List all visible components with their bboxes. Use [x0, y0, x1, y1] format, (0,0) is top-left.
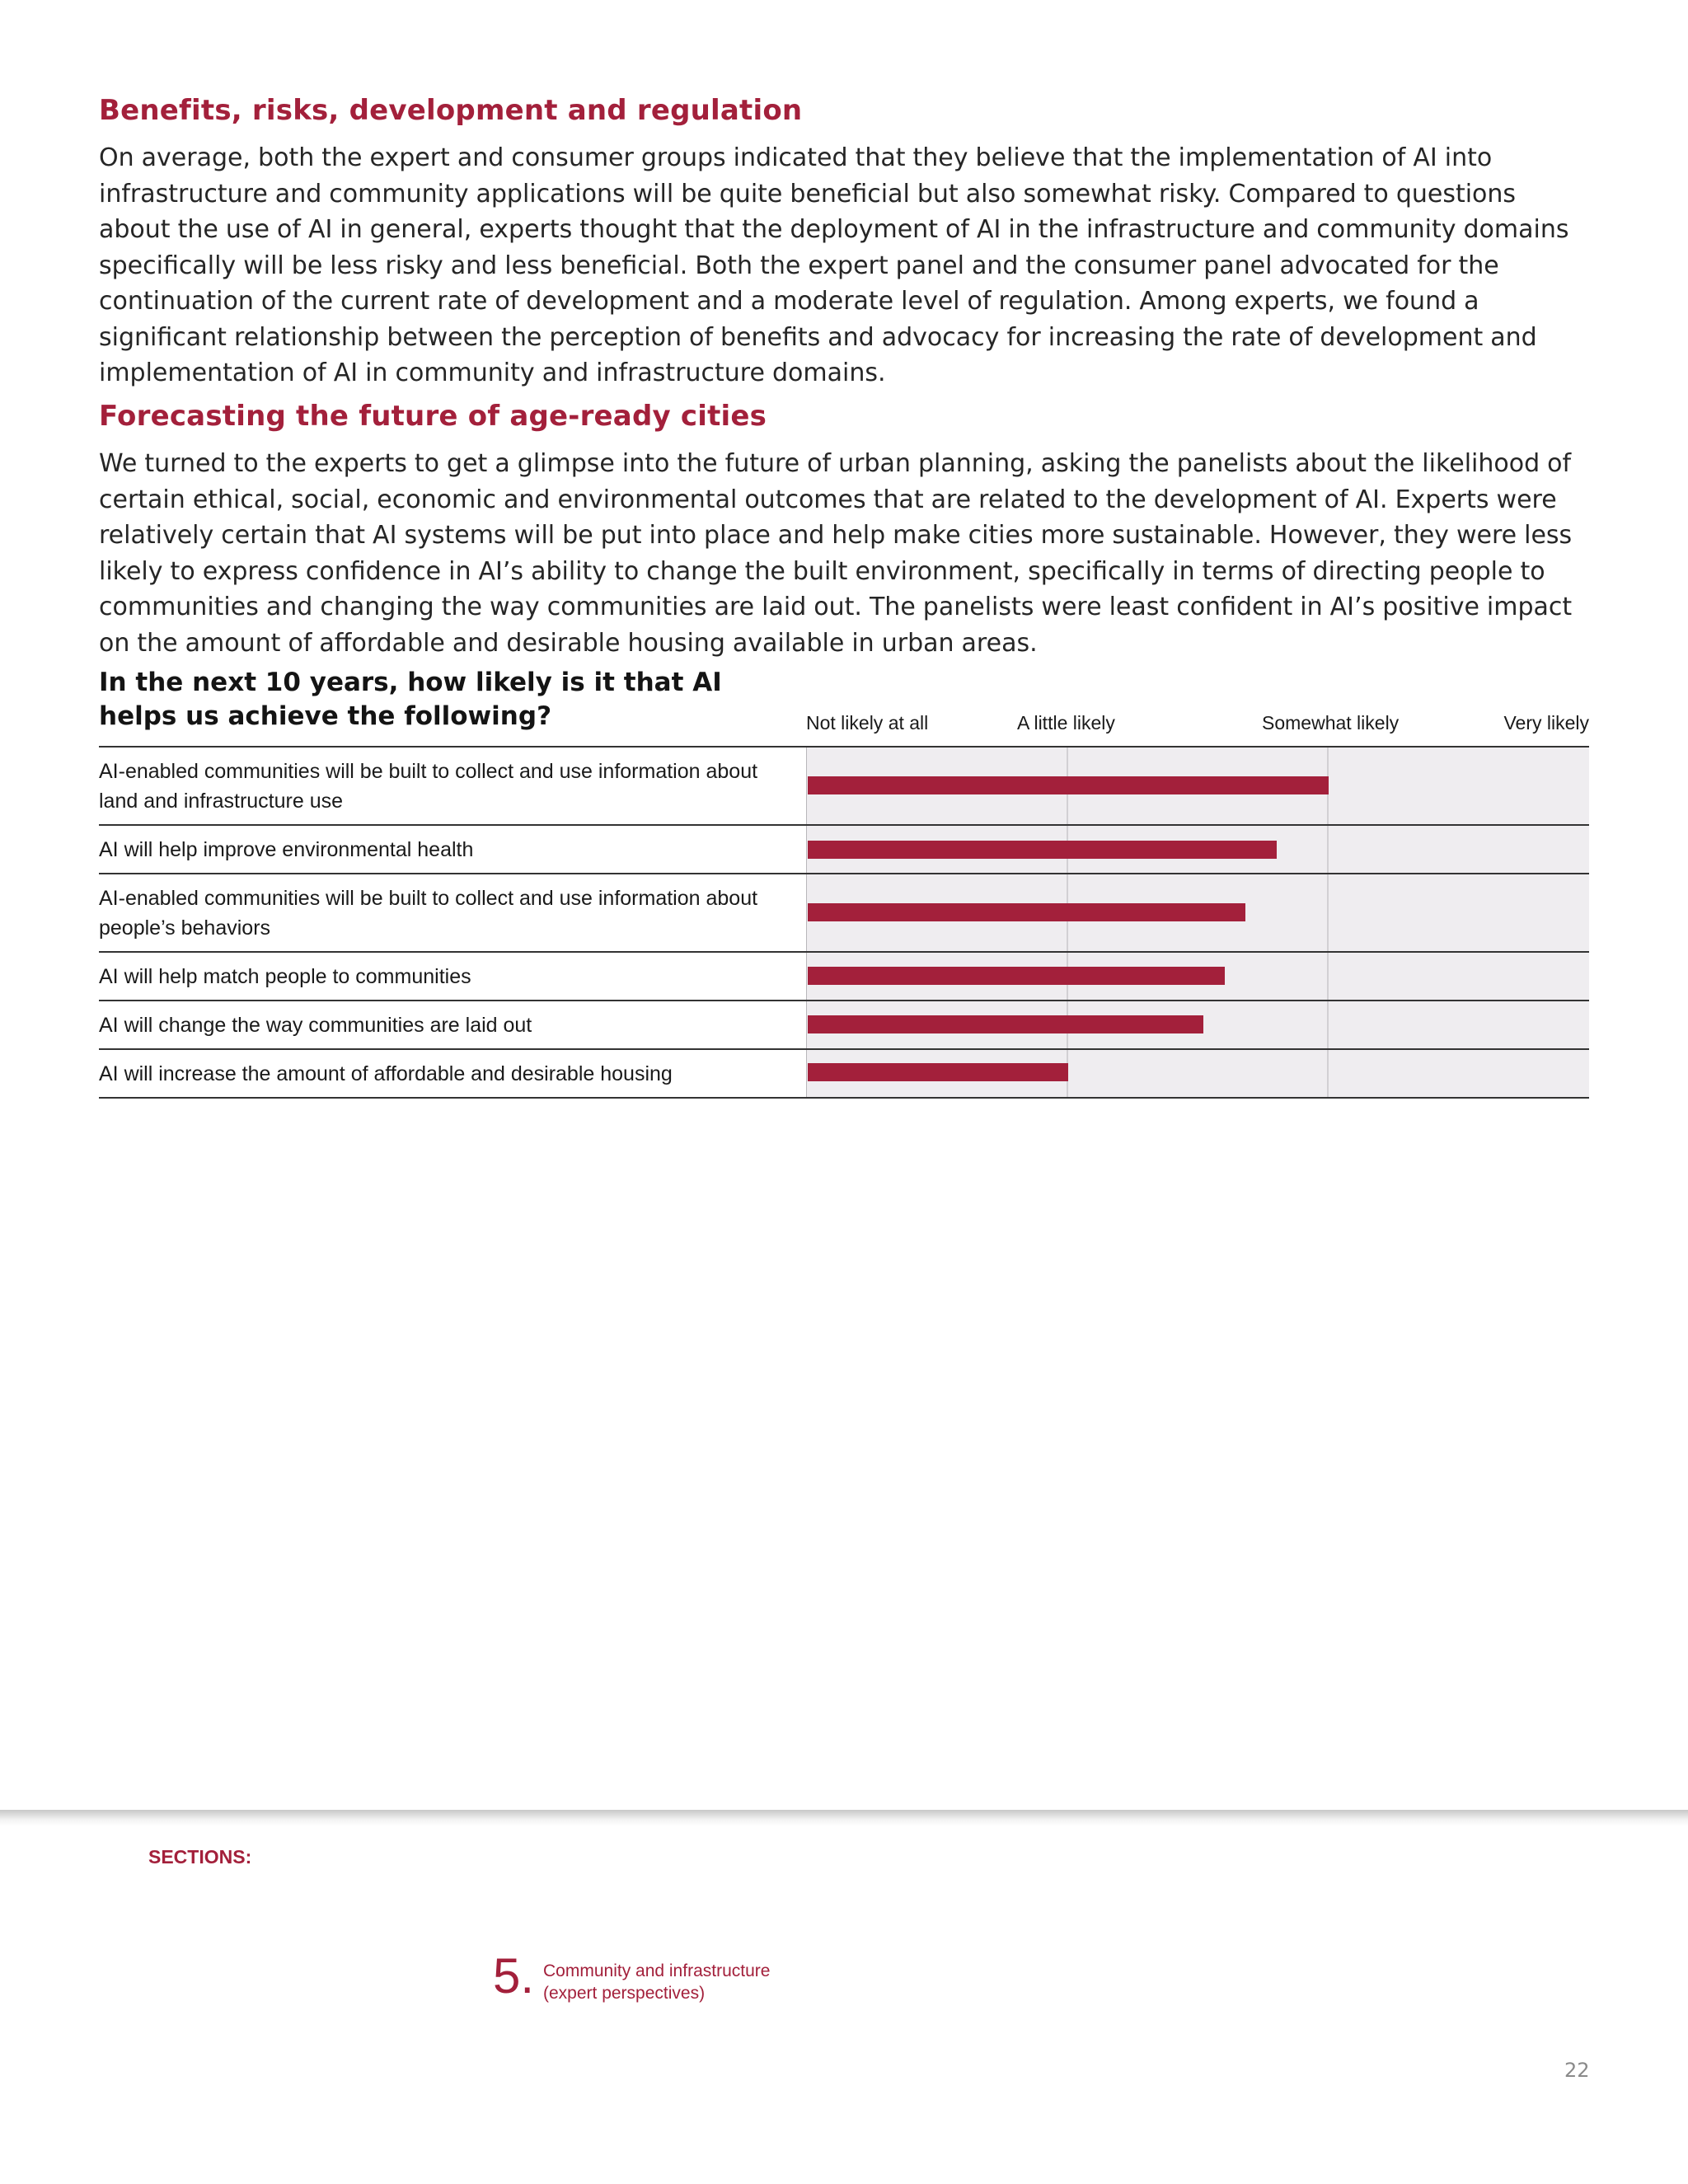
- category-label-4: AI will help match people to communities: [99, 965, 471, 988]
- section-number[interactable]: 5.: [493, 1948, 535, 2004]
- plot-left-edge: [806, 747, 807, 1097]
- row-separator: [99, 951, 1589, 953]
- paragraph-benefits: On average, both the expert and consumer groups indicated that they believe that the implementation of AI into infrastructure and community applications will be quite beneficial but also somewhat risky. Compared to questions about the use of AI in general, experts thought that the deployment of AI in the infrastructure and community domains specifically will be less risky and less beneficial. Both the expert panel and the consumer panel advocated for the continuation of the current rate of development and a moderate level of regulation. Among experts, we found a significant relationship between the perception of benefits and advocacy for increasing the rate of development and implementation of AI in community and infrastructure domains.: [99, 143, 1569, 387]
- category-label-6: AI will increase the amount of affordable and desirable housing: [99, 1062, 673, 1085]
- page-number: 22: [1564, 2059, 1590, 2082]
- gridline-a-little-likely: [1067, 747, 1068, 1097]
- bar-peoples-behaviors: [808, 903, 1245, 921]
- scale-label-a-little-likely: A little likely: [1017, 712, 1115, 733]
- bar-match-people: [808, 967, 1225, 985]
- footer-divider-shadow: [0, 1810, 1688, 1826]
- row-separator: [99, 873, 1589, 874]
- category-label-5: AI will change the way communities are laid out: [99, 1014, 532, 1037]
- section-link-line-2: (expert perspectives): [543, 1984, 706, 2003]
- row-separator: [99, 1097, 1589, 1099]
- row-separator: [99, 1000, 1589, 1001]
- section-heading-benefits: Benefits, risks, development and regulation: [99, 94, 803, 127]
- section-link-line-1: Community and infrastructure: [543, 1961, 771, 1980]
- section-link-community-infrastructure[interactable]: [543, 1960, 807, 2004]
- category-label-2: AI will help improve environmental health: [99, 838, 474, 861]
- sections-label: SECTIONS:: [148, 1846, 252, 1868]
- bar-affordable-housing: [808, 1063, 1068, 1081]
- paragraph-forecasting: We turned to the experts to get a glimpse into the future of urban planning, asking the panelists about the likelihood of certain ethical, social, economic and environmental outcomes that are related to the development of AI. Experts were relatively certain that AI systems will be put into place and help make cities more sustainable. However, they were less likely to express confidence in AI’s ability to change the built environment, specifically in terms of directing people to communities and changing the way communities are laid out. The panelists were least confident in AI’s positive impact on the amount of affordable and desirable housing available in urban areas.: [99, 449, 1573, 658]
- section-heading-forecasting: Forecasting the future of age-ready cities: [99, 400, 767, 433]
- gridline-somewhat-likely: [1327, 747, 1329, 1097]
- row-separator: [99, 746, 1589, 748]
- scale-label-somewhat-likely: Somewhat likely: [1262, 712, 1400, 733]
- category-label-3: AI-enabled communities will be built to collect and use information about people’s behaviors: [99, 887, 758, 940]
- plot-background: [806, 747, 1589, 1097]
- row-separator: [99, 824, 1589, 826]
- bar-community-layout: [808, 1015, 1203, 1033]
- bar-environmental-health: [808, 841, 1277, 859]
- scale-label-not-likely: Not likely at all: [806, 712, 929, 733]
- chart-title: In the next 10 years, how likely is it that AI helps us achieve the following?: [99, 668, 722, 731]
- row-separator: [99, 1048, 1589, 1050]
- scale-label-very-likely: Very likely: [1503, 712, 1589, 733]
- category-label-1: AI-enabled communities will be built to collect and use information about land and infrastructure use: [99, 760, 758, 813]
- bar-land-infrastructure: [808, 776, 1329, 794]
